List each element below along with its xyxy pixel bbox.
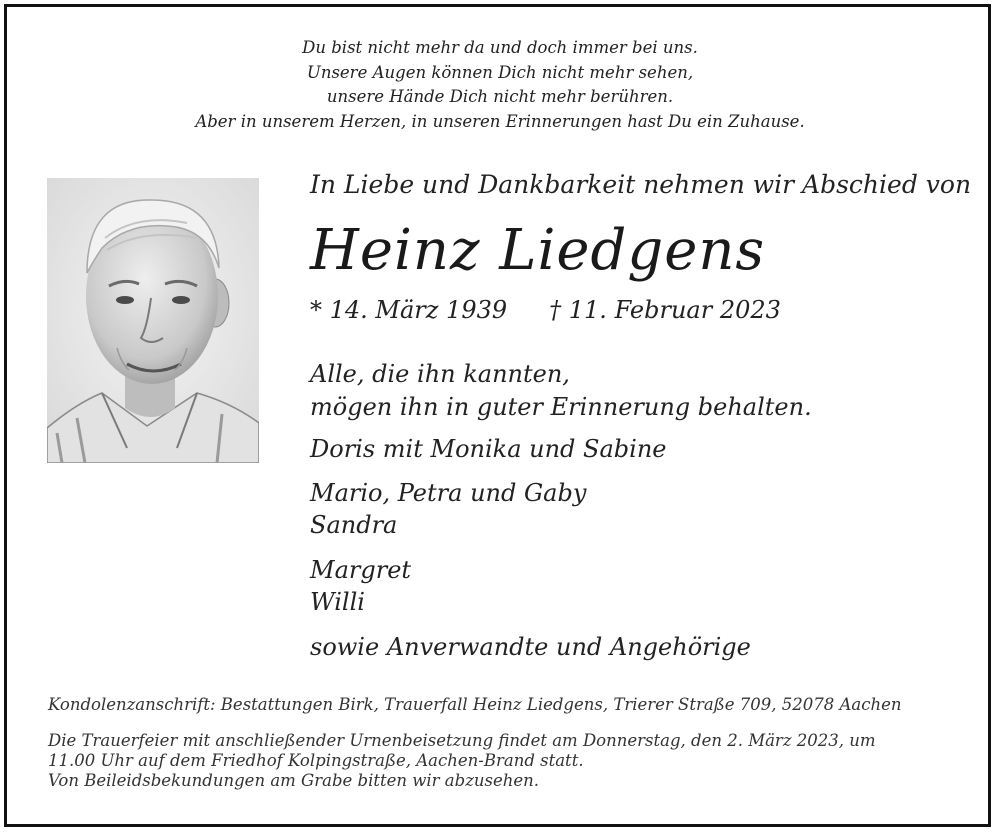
memory-line: mögen ihn in guter Erinnerung behalten. [310, 393, 812, 421]
ceremony-line: Von Beileidsbekundungen am Grabe bitten wir abzusehen. [48, 771, 540, 790]
mourner-line: sowie Anverwandte und Angehörige [310, 633, 751, 661]
verse-line: Unsere Augen können Dich nicht mehr sehen, [306, 62, 694, 82]
mourner-line: Sandra [310, 511, 398, 539]
verse-line: Aber in unserem Herzen, in unseren Erinnerungen hast Du ein Zuhause. [195, 111, 805, 131]
mourner-line: Mario, Petra und Gaby [310, 479, 587, 507]
mourner-line: Doris mit Monika und Sabine [310, 435, 667, 463]
portrait-illustration [47, 178, 259, 463]
intro-text: In Liebe und Dankbarkeit nehmen wir Abschied von [310, 170, 972, 199]
memorial-verse [0, 36, 1000, 134]
verse-line: unsere Hände Dich nicht mehr berühren. [326, 87, 674, 106]
mourner-line: Margret [310, 556, 412, 584]
life-dates [310, 296, 781, 324]
memory-line: Alle, die ihn kannten, [310, 360, 570, 388]
condolence-text: Kondolenzanschrift: Bestattungen Birk, Trauerfall Heinz Liedgens, Trierer Straße 709, 52078 Aachen [48, 695, 902, 714]
condolence-address [48, 695, 958, 715]
deceased-name: Heinz Liedgens [310, 218, 766, 283]
verse-line: Du bist nicht mehr da und doch immer bei uns. [302, 38, 698, 57]
portrait-photo [47, 178, 259, 463]
ceremony-line: 11.00 Uhr auf dem Friedhof Kolpingstraße, Aachen-Brand statt. [48, 751, 584, 770]
ceremony-info [48, 731, 958, 791]
mourner-line: Willi [310, 588, 365, 616]
birth-date: * 14. März 1939 [310, 296, 508, 324]
ceremony-line: Die Trauerfeier mit anschließender Urnenbeisetzung findet am Donnerstag, den 2. März 2023, um [48, 731, 876, 750]
death-date: † 11. Februar 2023 [549, 296, 781, 324]
